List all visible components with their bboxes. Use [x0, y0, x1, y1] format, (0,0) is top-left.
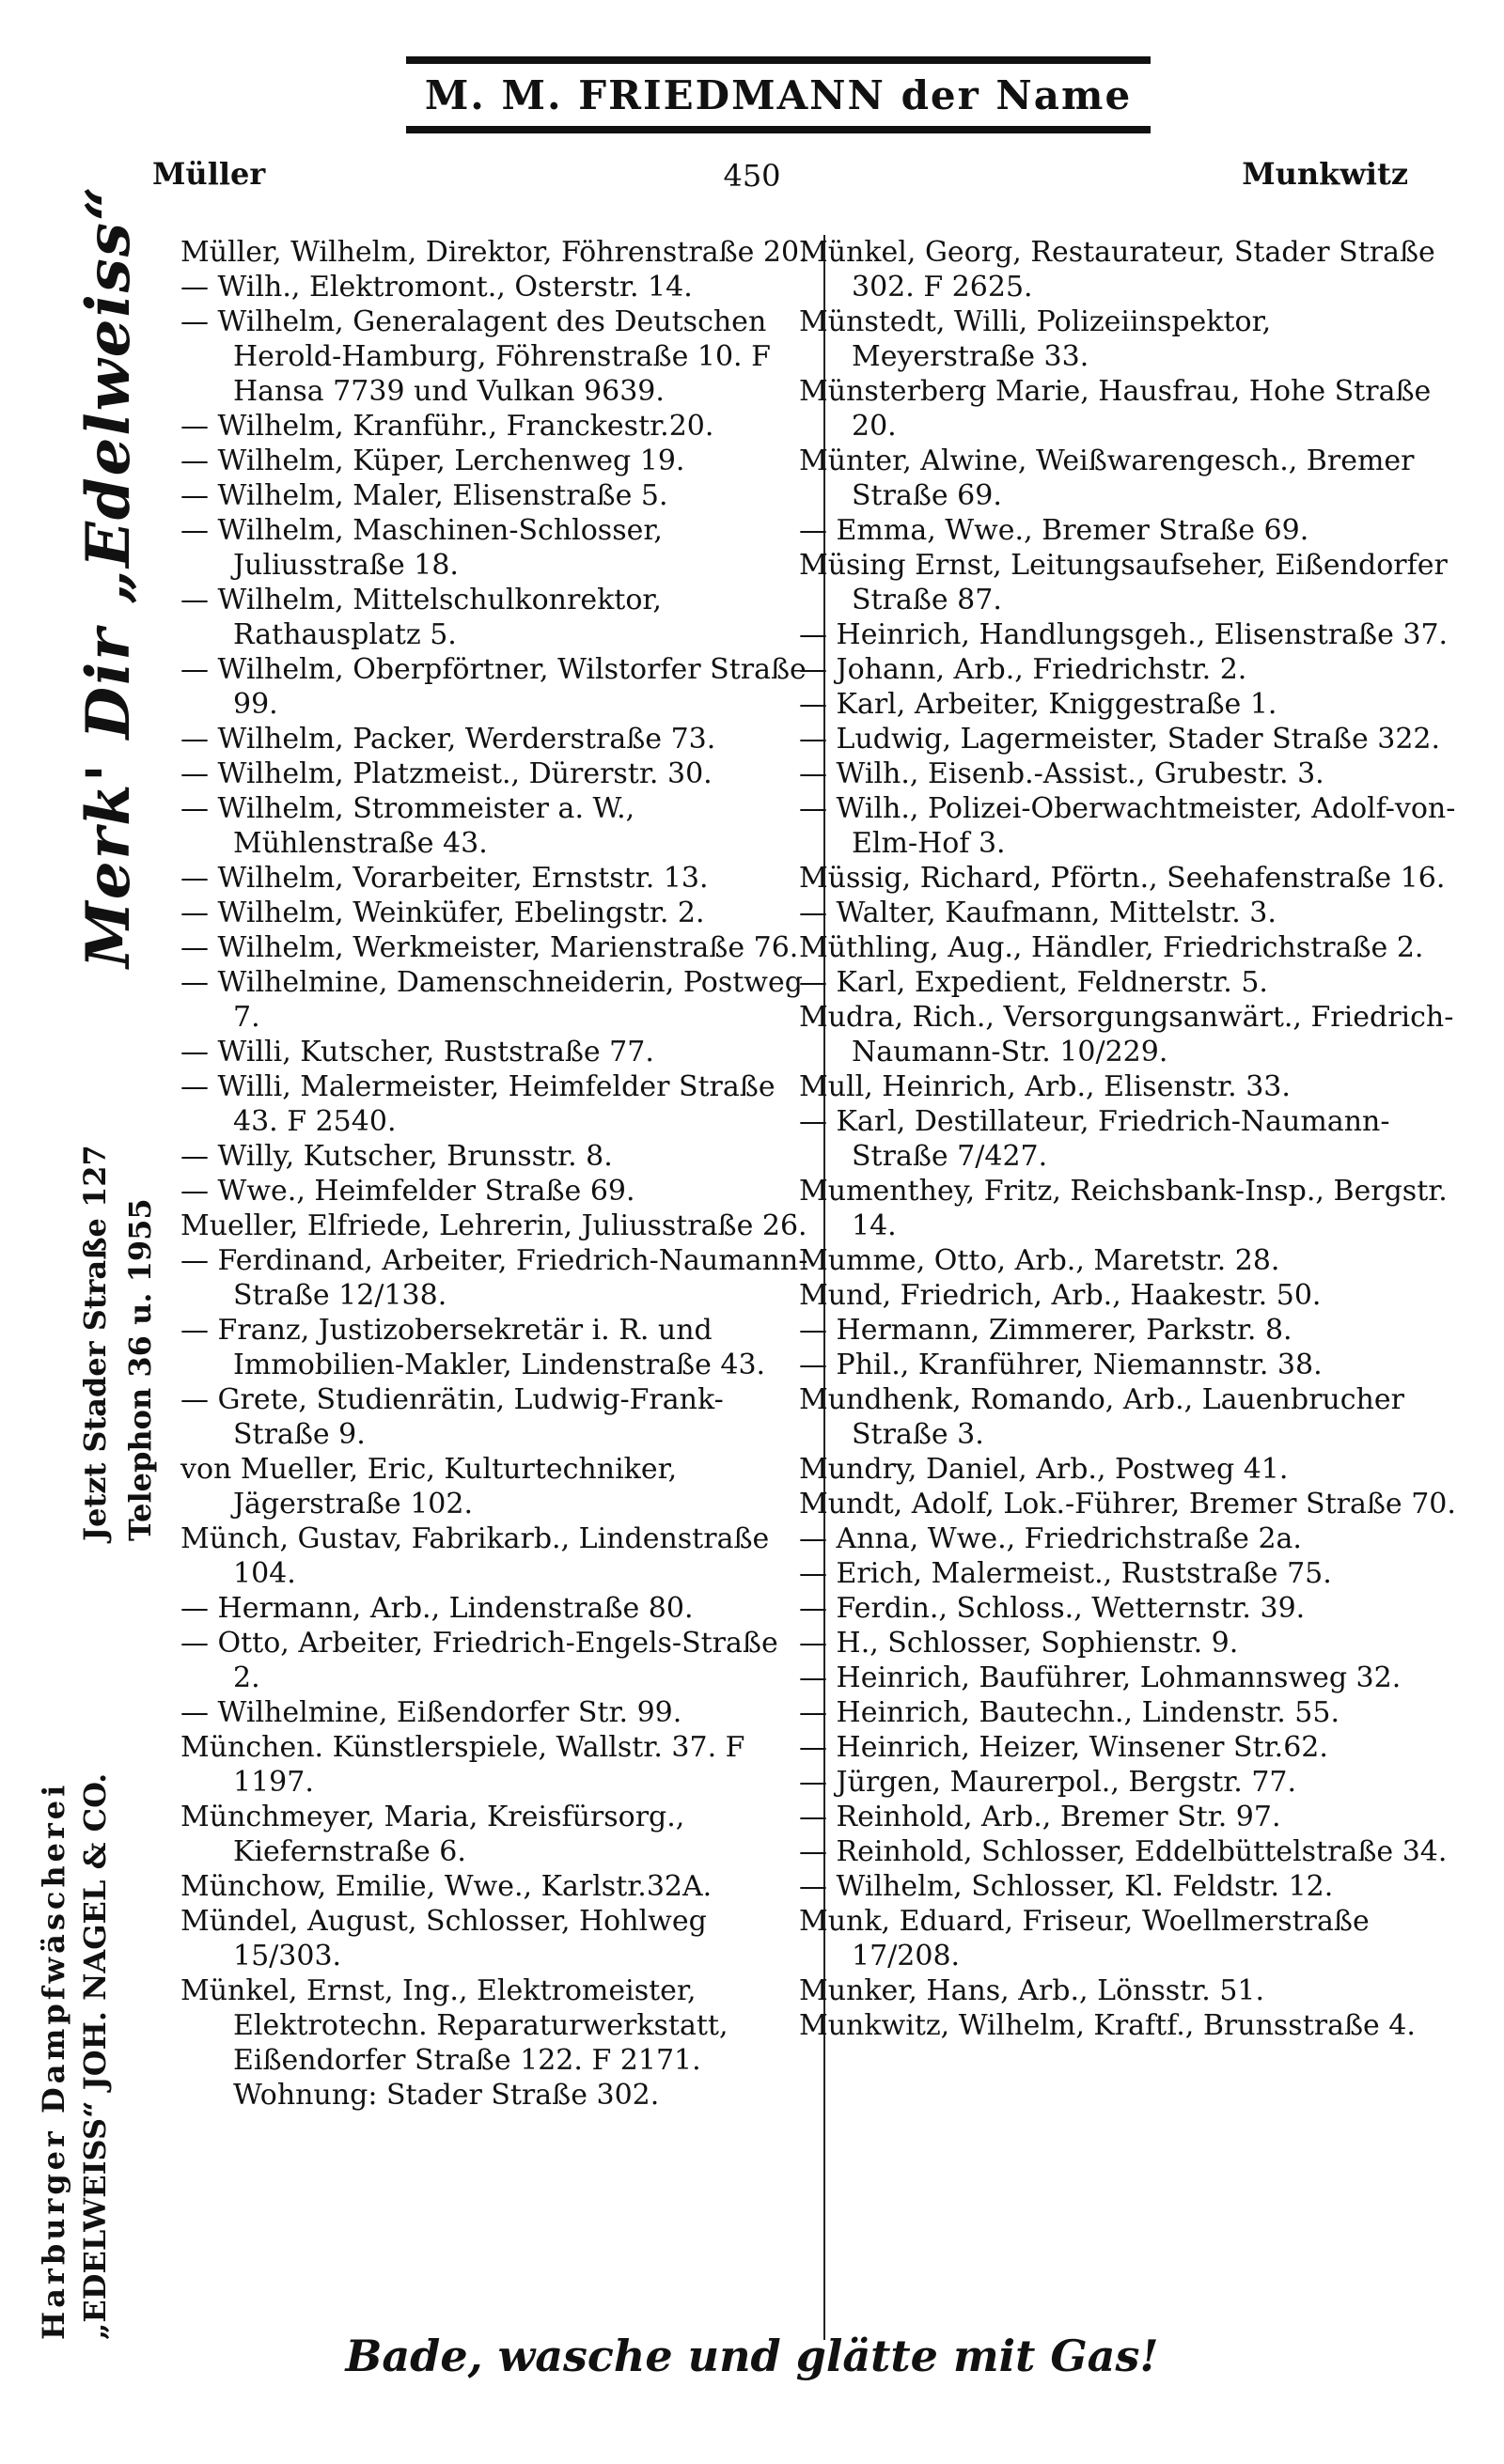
- directory-entry: — Willi, Malermeister, Heimfelder Straße 43. F 2540.: [180, 1070, 776, 1138]
- directory-entry: — Ludwig, Lagermeister, Stader Straße 322.: [799, 723, 1441, 756]
- directory-column-right: [799, 235, 1457, 2043]
- directory-entry: — Ferdinand, Arbeiter, Friedrich-Naumann-Straße 12/138.: [180, 1244, 808, 1312]
- directory-entry: Mündel, August, Schlosser, Hohlweg 15/303.: [180, 1905, 707, 1973]
- directory-entry: — Wilhelmine, Damenschneiderin, Postweg 7.: [180, 966, 803, 1034]
- margin-slogan: Merk' Dir „Edelweiss“: [73, 184, 144, 968]
- directory-entry: — Heinrich, Bauführer, Lohmannsweg 32.: [799, 1661, 1402, 1694]
- directory-entry: — Grete, Studienrätin, Ludwig-Frank-Straße 9.: [180, 1383, 724, 1451]
- directory-entry: — Wilh., Elektromont., Osterstr. 14.: [180, 271, 693, 304]
- directory-entry: — Ferdin., Schloss., Wetternstr. 39.: [799, 1592, 1306, 1625]
- directory-entry: — Wilhelm, Platzmeist., Dürerstr. 30.: [180, 757, 713, 790]
- publisher-banner: [406, 56, 1151, 133]
- margin-address-line1: Jetzt Stader Straße 127: [77, 1145, 113, 1541]
- directory-entry: — Wwe., Heimfelder Straße 69.: [180, 1175, 635, 1208]
- margin-firm-line1: Harburger Dampfwäscherei: [36, 1781, 71, 2340]
- directory-entry: München. Künstlerspiele, Wallstr. 37. F 1197.: [180, 1731, 745, 1799]
- running-head-right: Munkwitz: [1242, 156, 1408, 192]
- directory-entry: Münsterberg Marie, Hausfrau, Hohe Straße 20.: [799, 375, 1432, 443]
- directory-entry: — Hermann, Arb., Lindenstraße 80.: [180, 1592, 694, 1625]
- directory-entry: — Heinrich, Heizer, Winsener Str.62.: [799, 1731, 1328, 1764]
- directory-entry: — Wilhelm, Vorarbeiter, Ernststr. 13.: [180, 862, 709, 895]
- directory-entry: — Otto, Arbeiter, Friedrich-Engels-Straße 2.: [180, 1627, 778, 1694]
- directory-entry: — Wilhelm, Küper, Lerchenweg 19.: [180, 444, 685, 477]
- directory-entry: — Wilhelm, Strommeister a. W., Mühlenstraße 43.: [180, 792, 635, 860]
- directory-entry: Münch, Gustav, Fabrikarb., Lindenstraße 104.: [180, 1522, 770, 1590]
- directory-entry: — Karl, Destillateur, Friedrich-Naumann-Straße 7/427.: [799, 1105, 1390, 1173]
- directory-entry: — Erich, Malermeist., Ruststraße 75.: [799, 1557, 1332, 1590]
- directory-entry: Müssig, Richard, Pförtn., Seehafenstraße 16.: [799, 862, 1446, 895]
- directory-entry: — Karl, Arbeiter, Kniggestraße 1.: [799, 688, 1277, 721]
- margin-address-line2: Telephon 36 u. 1955: [122, 1198, 158, 1541]
- directory-entry: Munk, Eduard, Friseur, Woellmerstraße 17/208.: [799, 1905, 1370, 1973]
- directory-entry: — Reinhold, Schlosser, Eddelbüttelstraße 34.: [799, 1835, 1448, 1868]
- directory-entry: — Wilhelm, Weinküfer, Ebelingstr. 2.: [180, 897, 705, 929]
- directory-entry: — Wilhelmine, Eißendorfer Str. 99.: [180, 1696, 682, 1729]
- directory-entry: — Karl, Expedient, Feldnerstr. 5.: [799, 966, 1268, 999]
- directory-entry: — Anna, Wwe., Friedrichstraße 2a.: [799, 1522, 1302, 1555]
- directory-entry: Münkel, Georg, Restaurateur, Stader Straße 302. F 2625.: [799, 236, 1435, 304]
- directory-entry: Mudra, Rich., Versorgungsanwärt., Friedrich-Naumann-Str. 10/229.: [799, 1001, 1454, 1068]
- banner-text: M. M. FRIEDMANN der Name: [424, 71, 1133, 118]
- directory-entry: Münter, Alwine, Weißwarengesch., Bremer Straße 69.: [799, 444, 1415, 512]
- directory-entry: Mundhenk, Romando, Arb., Lauenbrucher Straße 3.: [799, 1383, 1404, 1451]
- directory-entry: — Jürgen, Maurerpol., Bergstr. 77.: [799, 1766, 1297, 1799]
- directory-entry: — Walter, Kaufmann, Mittelstr. 3.: [799, 897, 1277, 929]
- directory-entry: — Wilhelm, Werkmeister, Marienstraße 76.: [180, 931, 799, 964]
- directory-column-left: [180, 235, 810, 2113]
- footer-advert: Bade, wasche und glätte mit Gas!: [345, 2331, 1159, 2381]
- directory-entry: Münchow, Emilie, Wwe., Karlstr.32A.: [180, 1870, 713, 1903]
- directory-entry: — Willi, Kutscher, Ruststraße 77.: [180, 1036, 654, 1068]
- directory-entry: — Reinhold, Arb., Bremer Str. 97.: [799, 1801, 1281, 1833]
- directory-entry: — Franz, Justizobersekretär i. R. und Immobilien-Makler, Lindenstraße 43.: [180, 1314, 766, 1381]
- directory-entry: — Wilhelm, Kranführ., Franckestr.20.: [180, 410, 714, 443]
- directory-entry: Müthling, Aug., Händler, Friedrichstraße 2.: [799, 931, 1424, 964]
- directory-entry: Mumme, Otto, Arb., Maretstr. 28.: [799, 1244, 1280, 1277]
- directory-entry: — Johann, Arb., Friedrichstr. 2.: [799, 653, 1247, 686]
- directory-entry: Mumenthey, Fritz, Reichsbank-Insp., Bergstr. 14.: [799, 1175, 1448, 1242]
- directory-entry: Mundt, Adolf, Lok.-Führer, Bremer Straße 70.: [799, 1488, 1456, 1521]
- directory-entry: Münstedt, Willi, Polizeiinspektor, Meyerstraße 33.: [799, 305, 1272, 373]
- directory-entry: — Hermann, Zimmerer, Parkstr. 8.: [799, 1314, 1292, 1347]
- directory-entry: — Wilhelm, Packer, Werderstraße 73.: [180, 723, 716, 756]
- margin-firm-line2: „EDELWEISS“ JOH. NAGEL & CO.: [77, 1772, 113, 2340]
- directory-entry: — Emma, Wwe., Bremer Straße 69.: [799, 514, 1309, 547]
- page-number: 450: [723, 158, 781, 194]
- running-head-left: Müller: [152, 156, 266, 192]
- directory-entry: — Wilhelm, Maler, Elisenstraße 5.: [180, 479, 668, 512]
- directory-entry: Mull, Heinrich, Arb., Elisenstr. 33.: [799, 1070, 1291, 1103]
- directory-entry: Müller, Wilhelm, Direktor, Föhrenstraße 20.: [180, 236, 808, 269]
- directory-entry: Munkwitz, Wilhelm, Kraftf., Brunsstraße 4.: [799, 2009, 1416, 2042]
- directory-entry: — Wilh., Eisenb.-Assist., Grubestr. 3.: [799, 757, 1324, 790]
- directory-entry: — Phil., Kranführer, Niemannstr. 38.: [799, 1349, 1323, 1381]
- directory-entry: Mundry, Daniel, Arb., Postweg 41.: [799, 1453, 1289, 1486]
- directory-entry: Müsing Ernst, Leitungsaufseher, Eißendorfer Straße 87.: [799, 549, 1448, 616]
- directory-entry: — Wilh., Polizei-Oberwachtmeister, Adolf-von-Elm-Hof 3.: [799, 792, 1456, 860]
- directory-entry: — H., Schlosser, Sophienstr. 9.: [799, 1627, 1239, 1660]
- directory-entry: — Wilhelm, Oberpförtner, Wilstorfer Straße 99.: [180, 653, 807, 721]
- directory-entry: Mund, Friedrich, Arb., Haakestr. 50.: [799, 1279, 1322, 1312]
- directory-entry: — Wilhelm, Mittelschulkonrektor, Rathausplatz 5.: [180, 584, 662, 651]
- directory-entry: — Heinrich, Bautechn., Lindenstr. 55.: [799, 1696, 1340, 1729]
- directory-entry: Münkel, Ernst, Ing., Elektromeister, Elektrotechn. Reparaturwerkstatt, Eißendorfer Straße 122. F 2171. Wohnung: Stader Straße 302.: [180, 1974, 728, 2112]
- directory-entry: — Heinrich, Handlungsgeh., Elisenstraße 37.: [799, 618, 1449, 651]
- directory-entry: Münchmeyer, Maria, Kreisfürsorg., Kiefernstraße 6.: [180, 1801, 685, 1868]
- directory-entry: Mueller, Elfriede, Lehrerin, Juliusstraße 26.: [180, 1209, 807, 1242]
- directory-entry: — Wilhelm, Maschinen-Schlosser, Juliusstraße 18.: [180, 514, 663, 582]
- directory-entry: — Willy, Kutscher, Brunsstr. 8.: [180, 1140, 613, 1173]
- directory-entry: von Mueller, Eric, Kulturtechniker, Jägerstraße 102.: [180, 1453, 678, 1521]
- directory-entry: — Wilhelm, Generalagent des Deutschen Herold-Hamburg, Föhrenstraße 10. F Hansa 7739 und Vulkan 9639.: [180, 305, 771, 408]
- directory-entry: — Wilhelm, Schlosser, Kl. Feldstr. 12.: [799, 1870, 1334, 1903]
- directory-entry: Munker, Hans, Arb., Lönsstr. 51.: [799, 1974, 1265, 2007]
